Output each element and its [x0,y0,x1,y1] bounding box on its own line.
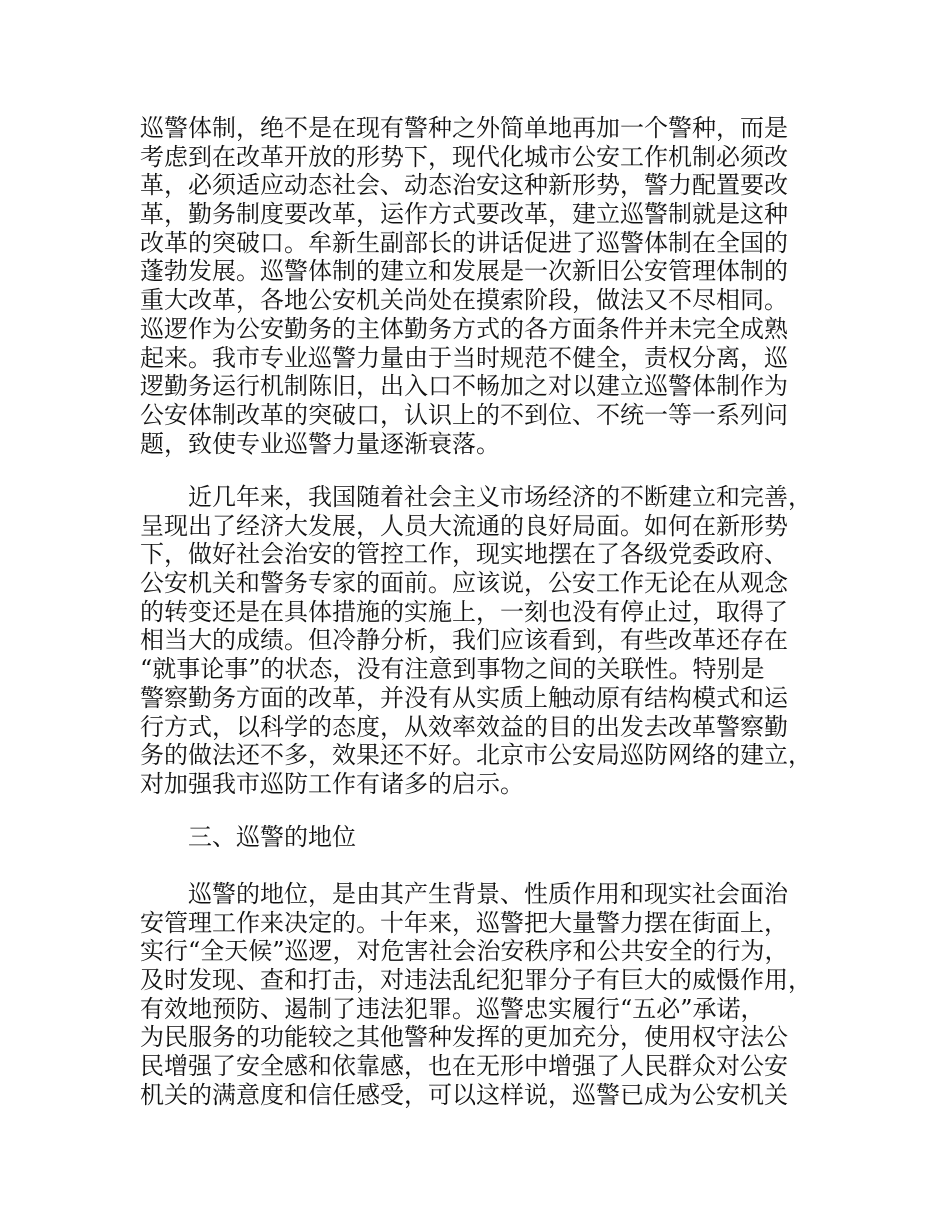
text-line: 务的做法还不多，效果还不好。北京市公安局巡防网络的建立， [140,741,812,770]
text-line: 有效地预防、遏制了违法犯罪。巡警忠实履行“五必”承诺， [140,994,765,1023]
text-line: 改革的突破口。牟新生副部长的讲话促进了巡警体制在全国的 [140,228,788,257]
text-line: 巡警体制，绝不是在现有警种之外简单地再加一个警种，而是 [140,114,788,142]
text-line: “就事论事”的状态，没有注意到事物之间的关联性。特别是 [140,655,765,684]
text-line: 相当大的成绩。但冷静分析，我们应该看到，有些改革还存在 [140,626,788,655]
text-line: 呈现出了经济大发展，人员大流通的良好局面。如何在新形势 [140,511,788,540]
text-line: 下，做好社会治安的管控工作，现实地摆在了各级党委政府、 [140,540,788,569]
paragraph-3 [140,880,830,1110]
section-heading-block [140,823,830,852]
text-line: 为民服务的功能较之其他警种发挥的更加充分，使用权守法公 [140,1023,788,1052]
text-line: 民增强了安全感和依靠感，也在无形中增强了人民群众对公安 [140,1052,788,1081]
text-line: 逻勤务运行机制陈旧，出入口不畅加之对以建立巡警体制作为 [140,372,788,401]
text-line: 安管理工作来决定的。十年来，巡警把大量警力摆在街面上， [140,908,788,937]
text-line: 实行“全天候”巡逻，对危害社会治安秩序和公共安全的行为， [140,937,789,966]
text-line: 近几年来，我国随着社会主义市场经济的不断建立和完善， [188,483,812,511]
text-line: 巡逻作为公安勤务的主体勤务方式的各方面条件并未完全成熟 [140,314,788,343]
text-line: 考虑到在改革开放的形势下，现代化城市公安工作机制必须改 [140,142,788,171]
text-line: 起来。我市专业巡警力量由于当时规范不健全，责权分离，巡 [140,343,788,372]
text-line: 蓬勃发展。巡警体制的建立和发展是一次新旧公安管理体制的 [140,257,788,286]
text-line: 重大改革，各地公安机关尚处在摸索阶段，做法又不尽相同。 [140,286,788,315]
text-line: 及时发现、查和打击，对违法乱纪犯罪分子有巨大的威慑作用， [140,966,812,995]
paragraph-2 [140,483,830,799]
text-line: 机关的满意度和信任感受，可以这样说，巡警已成为公安机关 [140,1080,788,1109]
text-line: 公安机关和警务专家的面前。应该说，公安工作无论在从观念 [140,569,788,598]
text-line: 革，勤务制度要改革，运作方式要改革，建立巡警制就是这种 [140,200,788,229]
text-line: 公安体制改革的突破口，认识上的不到位、不统一等一系列问 [140,400,788,429]
section-heading: 三、巡警的地位 [188,823,356,851]
text-line: 题，致使专业巡警力量逐渐衰落。 [140,429,500,458]
text-line: 警察勤务方面的改革，并没有从实质上触动原有结构模式和运 [140,683,788,712]
text-line: 对加强我市巡防工作有诸多的启示。 [140,769,524,798]
text-line: 的转变还是在具体措施的实施上，一刻也没有停止过，取得了 [140,597,788,626]
text-line: 巡警的地位，是由其产生背景、性质作用和现实社会面治 [188,880,788,908]
paragraph-1 [140,114,830,458]
text-line: 行方式，以科学的态度，从效率效益的目的出发去改革警察勤 [140,712,788,741]
text-line: 革，必须适应动态社会、动态治安这种新形势，警力配置要改 [140,171,788,200]
